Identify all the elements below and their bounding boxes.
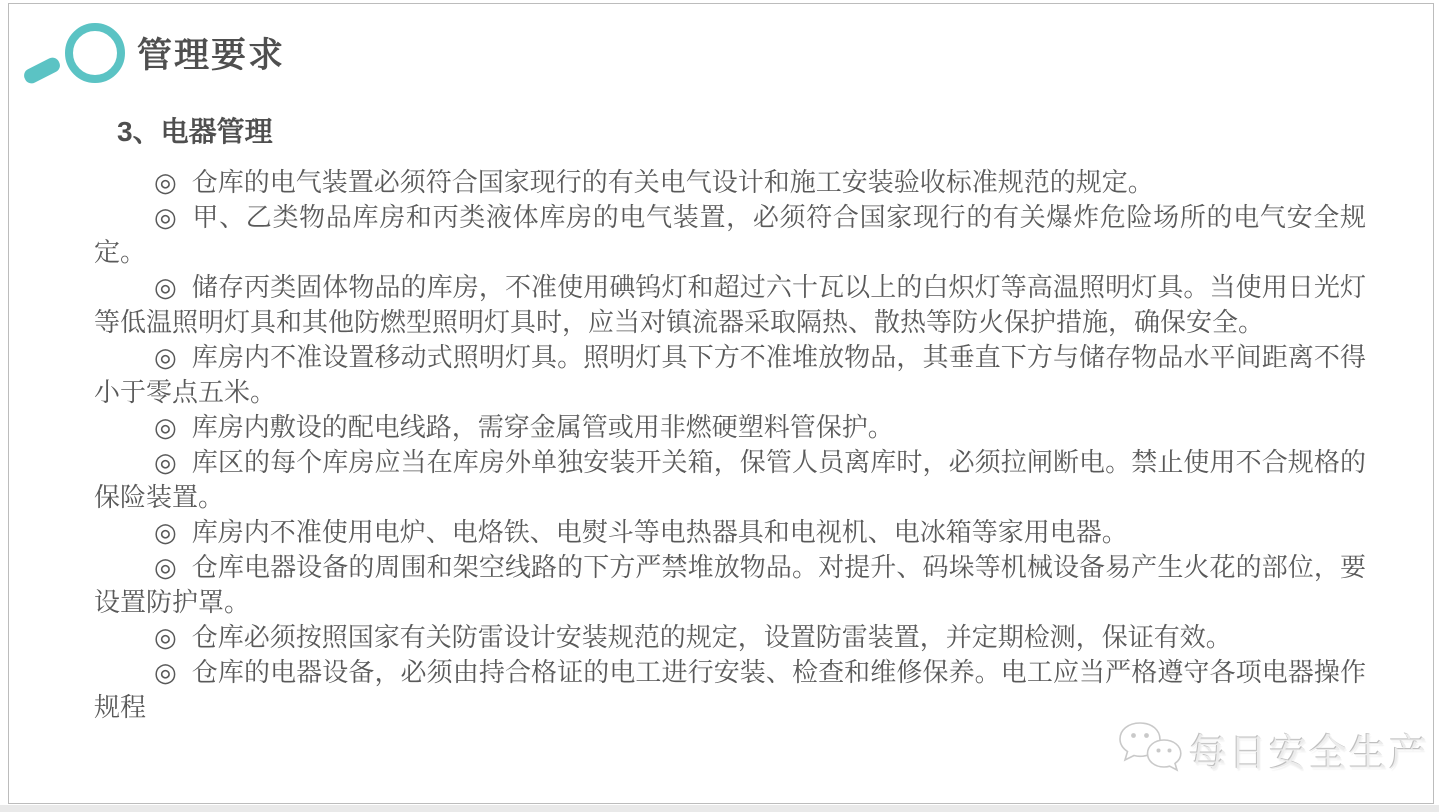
watermark-text: 每日安全生产 [1189,730,1430,775]
bullet-list [94,165,1366,725]
bullet-item [94,655,1366,725]
magnifier-ring [65,23,125,83]
bullseye-bullet-icon: ◎ [154,622,177,652]
watermark [1117,720,1429,778]
bullet-item [94,550,1366,620]
bullet-item [94,200,1366,270]
bullet-item-text: 储存丙类固体物品的库房，不准使用碘钨灯和超过六十瓦以上的白炽灯等高温照明灯具。当使用日光灯等低温照明灯具和其他防燃型照明灯具时，应当对镇流器采取隔热、散热等防火保护措施，确保安全。 [94,272,1366,337]
bullseye-bullet-icon: ◎ [154,412,177,442]
bullet-item-text: 仓库电器设备的周围和架空线路的下方严禁堆放物品。对提升、码垛等机械设备易产生火花的部位，要设置防护罩。 [94,552,1366,617]
bullet-item [94,515,1366,550]
magnifier-handle [22,55,63,86]
bullseye-bullet-icon: ◎ [154,272,177,302]
bullseye-bullet-icon: ◎ [154,202,178,232]
bullet-item [94,410,1366,445]
bullseye-bullet-icon: ◎ [154,167,177,197]
bullet-item [94,340,1366,410]
bullseye-bullet-icon: ◎ [154,517,177,547]
bottom-strip [0,805,1439,812]
bullseye-bullet-icon: ◎ [154,342,177,372]
bullet-item-text: 仓库必须按照国家有关防雷设计安装规范的规定，设置防雷装置，并定期检测，保证有效。 [191,622,1232,652]
magnifier-icon [15,11,125,101]
bullet-item-text: 库房内不准设置移动式照明灯具。照明灯具下方不准堆放物品，其垂直下方与储存物品水平间距离不得小于零点五米。 [94,342,1366,407]
page-title: 管理要求 [137,36,286,75]
bullet-item [94,445,1366,515]
slide-card [8,3,1434,804]
bullet-item-text: 仓库的电器设备，必须由持合格证的电工进行安装、检查和维修保养。电工应当严格遵守各项电器操作规程 [94,657,1366,722]
bullet-item-text: 库区的每个库房应当在库房外单独安装开关箱，保管人员离库时，必须拉闸断电。禁止使用不合规格的保险装置。 [94,447,1366,512]
bullet-item-text: 库房内不准使用电炉、电烙铁、电熨斗等电热器具和电视机、电冰箱等家用电器。 [191,517,1128,547]
bullseye-bullet-icon: ◎ [154,447,177,477]
bullet-item [94,270,1366,340]
bullet-item [94,165,1366,200]
bullet-item-text: 库房内敷设的配电线路，需穿金属管或用非燃硬塑料管保护。 [191,412,894,442]
wechat-icon [1117,720,1183,778]
bullet-item-text: 甲、乙类物品库房和丙类液体库房的电气装置，必须符合国家现行的有关爆炸危险场所的电气安全规定。 [94,202,1367,267]
bullet-item-text: 仓库的电气装置必须符合国家现行的有关电气设计和施工安装验收标准规范的规定。 [191,167,1154,197]
bullseye-bullet-icon: ◎ [154,552,177,582]
bullseye-bullet-icon: ◎ [154,657,177,687]
section-title: 3、电器管理 [117,116,273,147]
bullet-item [94,620,1366,655]
